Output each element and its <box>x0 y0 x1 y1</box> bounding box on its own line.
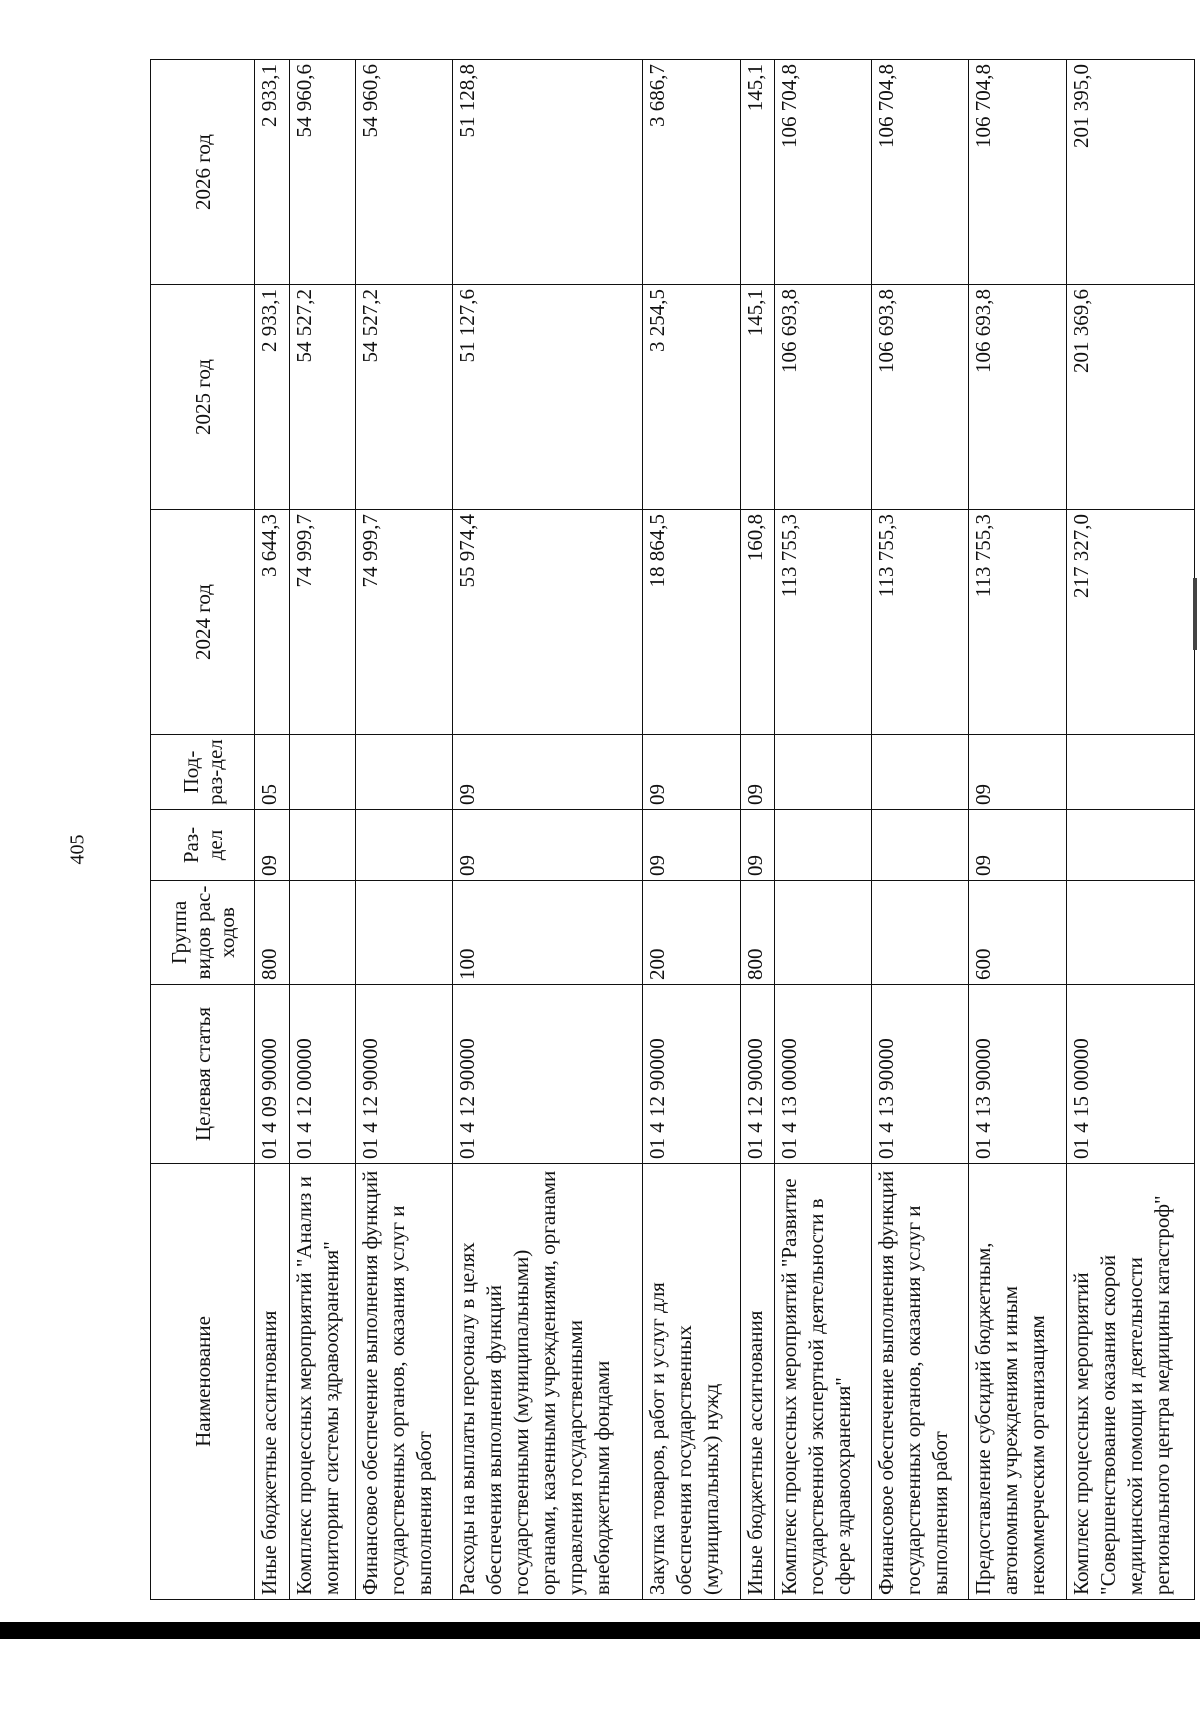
cell-y2024: 3 644,3 <box>255 510 290 735</box>
cell-subsection <box>289 735 355 810</box>
table-row <box>255 60 290 1600</box>
cell-target: 01 4 12 90000 <box>355 985 452 1164</box>
cell-target: 01 4 13 90000 <box>969 985 1066 1164</box>
cell-y2026: 54 960,6 <box>289 60 355 285</box>
cell-name: Иные бюджетные ассигнования <box>740 1164 775 1600</box>
cell-y2024: 18 864,5 <box>643 510 740 735</box>
cell-group <box>355 881 452 985</box>
cell-section: 09 <box>643 810 740 881</box>
cell-section <box>872 810 969 881</box>
cell-group <box>289 881 355 985</box>
rotated-table-container <box>150 60 1195 1600</box>
cell-y2026: 51 128,8 <box>452 60 643 285</box>
cell-section: 09 <box>255 810 290 881</box>
cell-group <box>775 881 872 985</box>
cell-name: Расходы на выплаты персоналу в целях обеспечения выполнения функций государственными (муниципальными) органами, казенными учреждениями, органами управления государственными внебюджетными фондами <box>452 1164 643 1600</box>
cell-group <box>872 881 969 985</box>
table-row <box>643 60 740 1600</box>
table-row <box>1066 60 1194 1600</box>
cell-section <box>1066 810 1194 881</box>
cell-y2025: 145,1 <box>740 285 775 510</box>
table-row <box>740 60 775 1600</box>
table-row <box>289 60 355 1600</box>
scan-edge-mark <box>1193 578 1197 650</box>
cell-y2025: 51 127,6 <box>452 285 643 510</box>
cell-y2026: 106 704,8 <box>969 60 1066 285</box>
cell-subsection <box>1066 735 1194 810</box>
cell-y2024: 217 327,0 <box>1066 510 1194 735</box>
cell-target: 01 4 12 00000 <box>289 985 355 1164</box>
cell-group <box>1066 881 1194 985</box>
header-2026: 2026 год <box>151 60 255 285</box>
header-name: Наименование <box>151 1164 255 1600</box>
cell-subsection <box>872 735 969 810</box>
cell-y2025: 2 933,1 <box>255 285 290 510</box>
cell-subsection: 09 <box>643 735 740 810</box>
table-row <box>355 60 452 1600</box>
cell-section: 09 <box>969 810 1066 881</box>
header-group: Группа видов рас-ходов <box>151 881 255 985</box>
cell-name: Иные бюджетные ассигнования <box>255 1164 290 1600</box>
cell-target: 01 4 12 90000 <box>740 985 775 1164</box>
cell-group: 100 <box>452 881 643 985</box>
cell-y2025: 106 693,8 <box>872 285 969 510</box>
table-row <box>775 60 872 1600</box>
cell-y2024: 113 755,3 <box>775 510 872 735</box>
cell-name: Комплекс процессных мероприятий "Анализ и мониторинг системы здравоохранения" <box>289 1164 355 1600</box>
page-number: 405 <box>66 834 89 865</box>
cell-group: 800 <box>740 881 775 985</box>
cell-subsection: 09 <box>969 735 1066 810</box>
cell-subsection: 09 <box>452 735 643 810</box>
cell-y2024: 113 755,3 <box>969 510 1066 735</box>
table-body <box>255 60 1195 1600</box>
table-header-row <box>151 60 255 1600</box>
cell-y2025: 54 527,2 <box>355 285 452 510</box>
cell-y2026: 2 933,1 <box>255 60 290 285</box>
cell-name: Закупка товаров, работ и услуг для обеспечения государственных (муниципальных) нужд <box>643 1164 740 1600</box>
cell-section <box>775 810 872 881</box>
header-section: Раз-дел <box>151 810 255 881</box>
cell-y2025: 54 527,2 <box>289 285 355 510</box>
cell-subsection <box>775 735 872 810</box>
cell-section <box>355 810 452 881</box>
cell-y2025: 3 254,5 <box>643 285 740 510</box>
table-row <box>872 60 969 1600</box>
cell-y2025: 201 369,6 <box>1066 285 1194 510</box>
cell-y2026: 145,1 <box>740 60 775 285</box>
cell-name: Предоставление субсидий бюджетным, автономным учреждениям и иным некоммерческим организациям <box>969 1164 1066 1600</box>
cell-y2024: 74 999,7 <box>289 510 355 735</box>
cell-target: 01 4 09 90000 <box>255 985 290 1164</box>
cell-y2025: 106 693,8 <box>775 285 872 510</box>
header-2024: 2024 год <box>151 510 255 735</box>
cell-subsection: 09 <box>740 735 775 810</box>
budget-table <box>150 59 1195 1600</box>
cell-y2026: 106 704,8 <box>775 60 872 285</box>
cell-y2026: 54 960,6 <box>355 60 452 285</box>
cell-name: Финансовое обеспечение выполнения функций государственных органов, оказания услуг и выполнения работ <box>355 1164 452 1600</box>
cell-name: Комплекс процессных мероприятий "Совершенствование оказания скорой медицинской помощи и деятельности регионального центра медицины катастроф" <box>1066 1164 1194 1600</box>
cell-name: Комплекс процессных мероприятий "Развитие государственной экспертной деятельности в сфере здравоохранения" <box>775 1164 872 1600</box>
cell-y2026: 106 704,8 <box>872 60 969 285</box>
cell-group: 600 <box>969 881 1066 985</box>
scan-bottom-bar <box>0 1622 1200 1639</box>
cell-target: 01 4 13 00000 <box>775 985 872 1164</box>
cell-subsection: 05 <box>255 735 290 810</box>
cell-target: 01 4 12 90000 <box>643 985 740 1164</box>
cell-name: Финансовое обеспечение выполнения функций государственных органов, оказания услуг и выполнения работ <box>872 1164 969 1600</box>
table-row <box>969 60 1066 1600</box>
cell-group: 200 <box>643 881 740 985</box>
cell-y2026: 3 686,7 <box>643 60 740 285</box>
cell-subsection <box>355 735 452 810</box>
cell-group: 800 <box>255 881 290 985</box>
header-target: Целевая статья <box>151 985 255 1164</box>
cell-y2024: 160,8 <box>740 510 775 735</box>
cell-target: 01 4 12 90000 <box>452 985 643 1164</box>
cell-y2024: 113 755,3 <box>872 510 969 735</box>
cell-section: 09 <box>740 810 775 881</box>
cell-y2025: 106 693,8 <box>969 285 1066 510</box>
table-row <box>452 60 643 1600</box>
cell-target: 01 4 15 00000 <box>1066 985 1194 1164</box>
cell-target: 01 4 13 90000 <box>872 985 969 1164</box>
cell-y2024: 55 974,4 <box>452 510 643 735</box>
header-2025: 2025 год <box>151 285 255 510</box>
cell-section: 09 <box>452 810 643 881</box>
cell-y2024: 74 999,7 <box>355 510 452 735</box>
cell-y2026: 201 395,0 <box>1066 60 1194 285</box>
header-subsection: Под-раз-дел <box>151 735 255 810</box>
cell-section <box>289 810 355 881</box>
